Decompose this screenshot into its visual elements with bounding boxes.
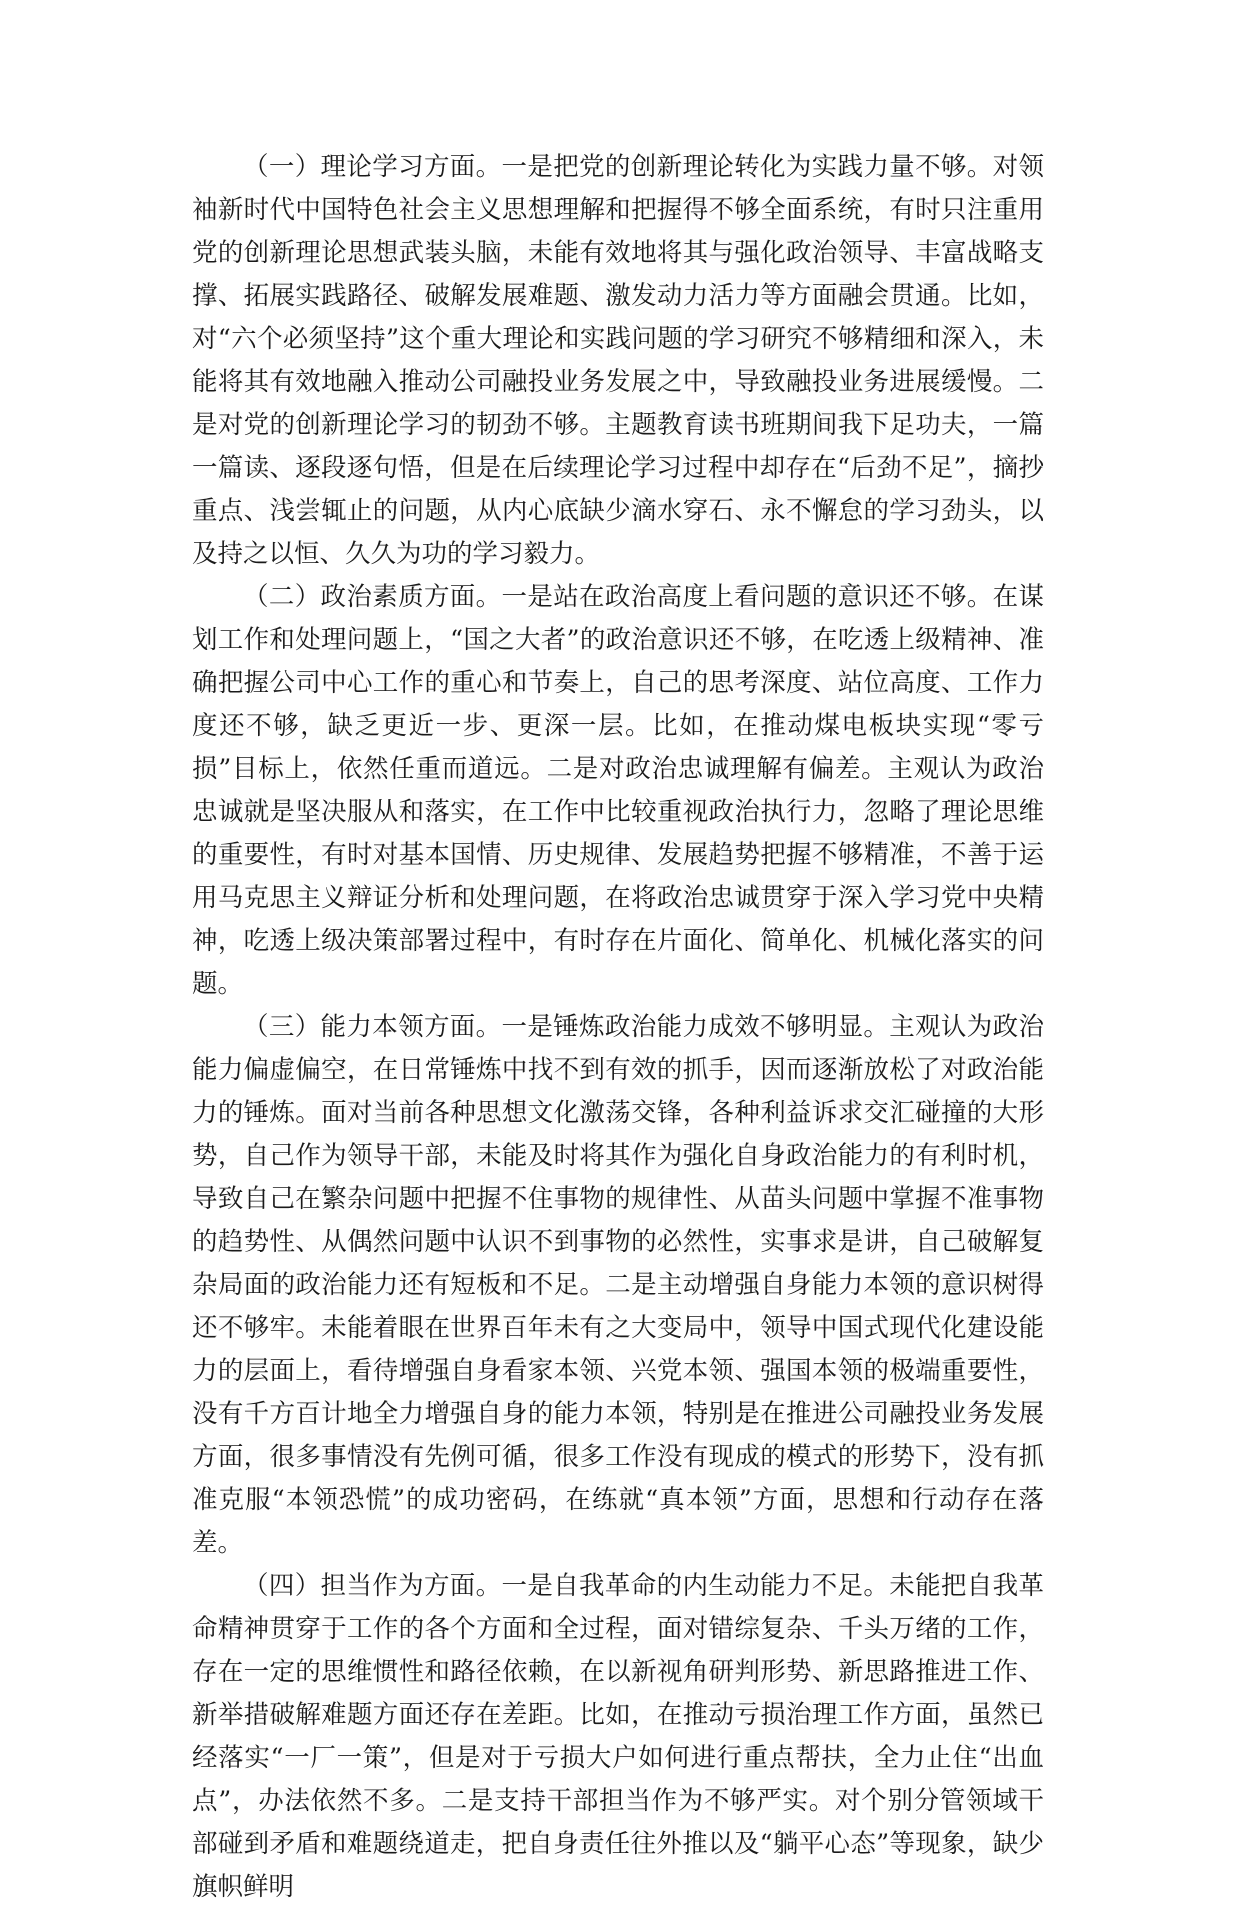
page-footer-space: [0, 1694, 1240, 1754]
paragraph-political-quality: （二）政治素质方面。一是站在政治高度上看问题的意识还不够。在谋划工作和处理问题上，“国之大者”的政治意识还不够，在吃透上级精神、准确把握公司中心工作的重心和节奏上，自己的思考深度、站位高度、工作力度还不够，缺乏更近一步、更深一层。比如，在推动煤电板块实现“零亏损”目标上，依然任重而道远。二是对政治忠诚理解有偏差。主观认为政治忠诚就是坚决服从和落实，在工作中比较重视政治执行力，忽略了理论思维的重要性，有时对基本国情、历史规律、发展趋势把握不够精准，不善于运用马克思主义辩证分析和处理问题，在将政治忠诚贯穿于深入学习党中央精神，吃透上级决策部署过程中，有时存在片面化、简单化、机械化落实的问题。: [192, 582, 1044, 999]
paragraph-ability: （三）能力本领方面。一是锤炼政治能力成效不够明显。主观认为政治能力偏虚偏空，在日常锤炼中找不到有效的抓手，因而逐渐放松了对政治能力的锤炼。面对当前各种思想文化激荡交锋，各种利益诉求交汇碰撞的大形势，自己作为领导干部，未能及时将其作为强化自身政治能力的有利时机，导致自己在繁杂问题中把握不住事物的规律性、从苗头问题中掌握不准事物的趋势性、从偶然问题中认识不到事物的必然性，实事求是讲，自己破解复杂局面的政治能力还有短板和不足。二是主动增强自身能力本领的意识树得还不够牢。未能着眼在世界百年未有之大变局中，领导中国式现代化建设能力的层面上，看待增强自身看家本领、兴党本领、强国本领的极端重要性，没有千方百计地全力增强自身的能力本领，特别是在推进公司融投业务发展方面，很多事情没有先例可循，很多工作没有现成的模式的形势下，没有抓准克服“本领恐慌”的成功密码，在练就“真本领”方面，思想和行动存在落差。: [192, 1012, 1044, 1558]
paragraph-responsibility: （四）担当作为方面。一是自我革命的内生动能力不足。未能把自我革命精神贯穿于工作的各个方面和全过程，面对错综复杂、千头万绪的工作，存在一定的思维惯性和路径依赖，在以新视角研判形势、新思路推进工作、新举措破解难题方面还存在差距。比如，在推动亏损治理工作方面，虽然已经落实“一厂一策”，但是对于亏损大户如何进行重点帮扶，全力止住“出血点”，办法依然不多。二是支持干部担当作为不够严实。对个别分管领域干部碰到矛盾和难题绕道走，把自身责任往外推以及“躺平心态”等现象，缺少旗帜鲜明: [192, 1571, 1044, 1902]
paragraph-theory-study: （一）理论学习方面。一是把党的创新理论转化为实践力量不够。对领袖新时代中国特色社会主义思想理解和把握得不够全面系统，有时只注重用党的创新理论思想武装头脑，未能有效地将其与强化政治领导、丰富战略支撑、拓展实践路径、破解发展难题、激发动力活力等方面融会贯通。比如，对“六个必须坚持”这个重大理论和实践问题的学习研究不够精细和深入，未能将其有效地融入推动公司融投业务发展之中，导致融投业务进展缓慢。二是对党的创新理论学习的韧劲不够。主题教育读书班期间我下足功夫，一篇一篇读、逐段逐句悟，但是在后续理论学习过程中却存在“后劲不足”，摘抄重点、浅尝辄止的问题，从内心底缺少滴水穿石、永不懈怠的学习劲头，以及持之以恒、久久为功的学习毅力。: [192, 152, 1044, 569]
document-body: [192, 146, 1044, 1909]
